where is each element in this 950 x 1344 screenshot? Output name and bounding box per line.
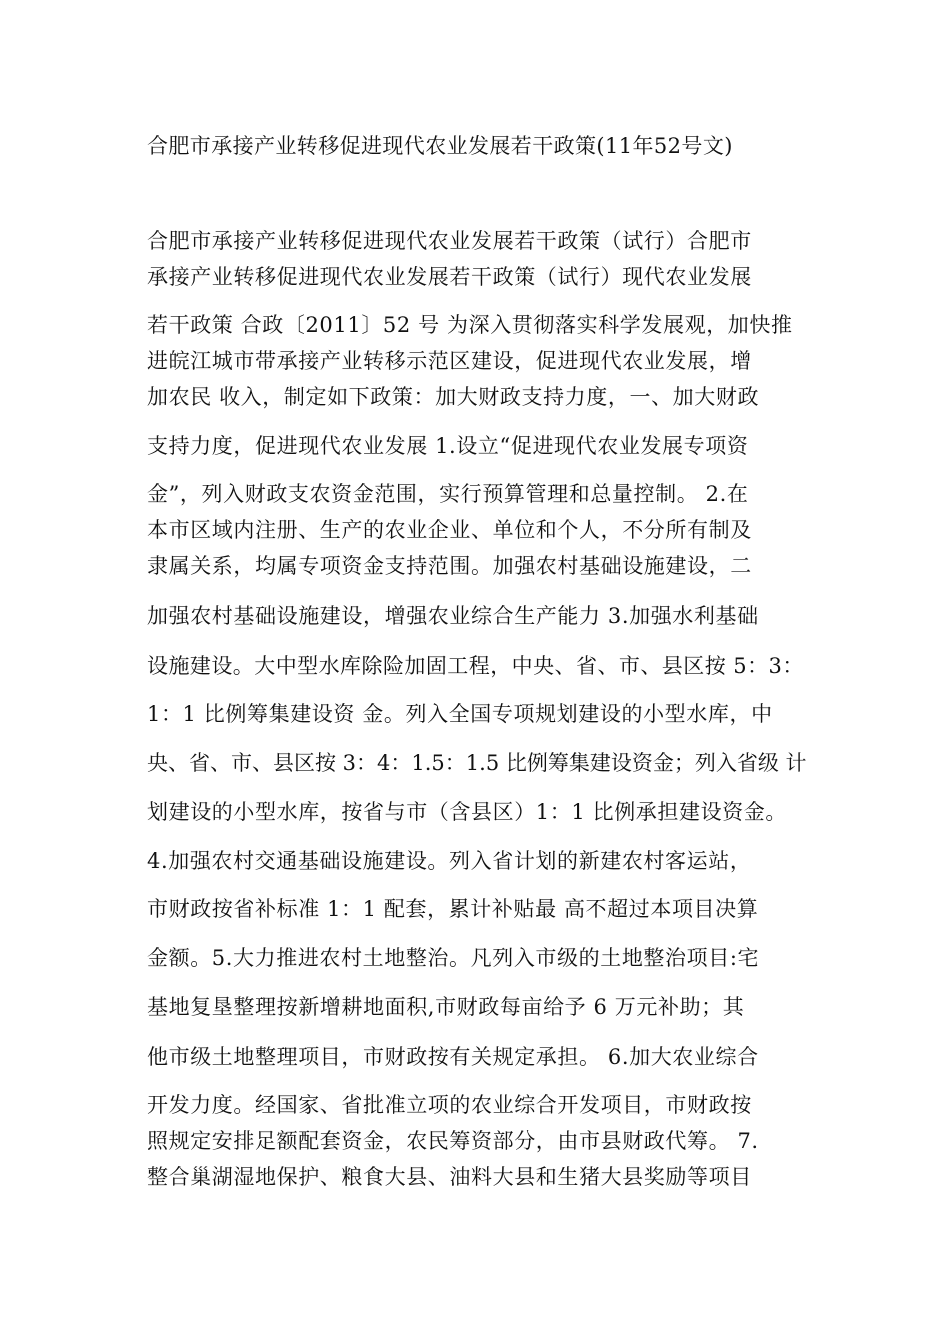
body-line-13: 央、省、市、县区按 3：4：1.5：1.5 比例筹集建设资金；列入省级 计: [147, 751, 807, 775]
body-line-1: 合肥市承接产业转移促进现代农业发展若干政策（试行）合肥市: [147, 229, 752, 253]
body-line-16: 市财政按省补标准 1：1 配套，累计补贴最 高不超过本项目决算: [147, 897, 759, 921]
body-line-22: 整合巢湖湿地保护、粮食大县、油料大县和生猪大县奖励等项目: [147, 1165, 752, 1189]
body-line-14: 划建设的小型水库，按省与市（含县区）1：1 比例承担建设资金。: [147, 800, 787, 824]
body-line-8: 本市区域内注册、生产的农业企业、单位和个人，不分所有制及: [147, 518, 752, 542]
body-line-3: 若干政策 合政〔2011〕52 号 为深入贯彻落实科学发展观，加快推: [147, 313, 793, 337]
body-line-18: 基地复垦整理按新增耕地面积,市财政每亩给予 6 万元补助；其: [147, 995, 745, 1019]
body-line-12: 1：1 比例筹集建设资 金。列入全国专项规划建设的小型水库，中: [147, 702, 773, 726]
document-title: 合肥市承接产业转移促进现代农业发展若干政策(11年52号文): [147, 134, 733, 158]
body-line-11: 设施建设。大中型水库除险加固工程，中央、省、市、县区按 5：3：: [147, 654, 804, 678]
body-line-17: 金额。5.大力推进农村土地整治。凡列入市级的土地整治项目:宅: [147, 946, 760, 970]
body-line-2: 承接产业转移促进现代农业发展若干政策（试行）现代农业发展: [147, 265, 752, 289]
body-line-6: 支持力度，促进现代农业发展 1.设立“促进现代农业发展专项资: [147, 434, 749, 458]
body-line-7: 金”，列入财政支农资金范围，实行预算管理和总量控制。 2.在: [147, 482, 749, 506]
body-line-21: 照规定安排足额配套资金，农民筹资部分，由市县财政代筹。 7.: [147, 1129, 759, 1153]
body-line-4: 进皖江城市带承接产业转移示范区建设，促进现代农业发展，增: [147, 349, 752, 373]
body-line-9: 隶属关系，均属专项资金支持范围。加强农村基础设施建设，二: [147, 554, 752, 578]
body-line-10: 加强农村基础设施建设，增强农业综合生产能力 3.加强水利基础: [147, 604, 759, 628]
body-line-15: 4.加强农村交通基础设施建设。列入省计划的新建农村客运站，: [147, 849, 752, 873]
body-line-20: 开发力度。经国家、省批准立项的农业综合开发项目，市财政按: [147, 1093, 752, 1117]
body-line-19: 他市级土地整理项目，市财政按有关规定承担。 6.加大农业综合: [147, 1045, 759, 1069]
body-line-5: 加农民 收入，制定如下政策：加大财政支持力度，一、加大财政: [147, 385, 760, 409]
